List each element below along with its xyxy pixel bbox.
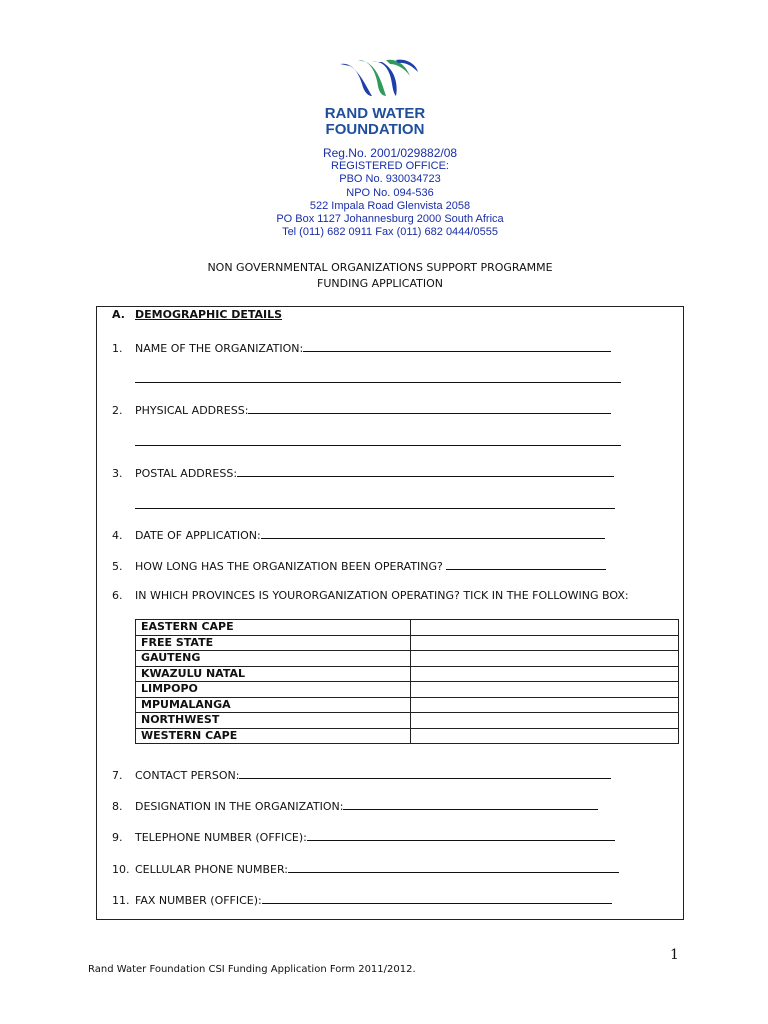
province-tick-box[interactable] (411, 682, 679, 698)
question-label: FAX NUMBER (OFFICE): (135, 894, 262, 907)
street-address: 522 Impala Road Glenvista 2058 (309, 199, 471, 212)
rand-water-logo-icon (336, 56, 420, 100)
question-label: DESIGNATION IN THE ORGANIZATION: (135, 800, 344, 813)
question-1 (112, 340, 611, 356)
fax-office-field[interactable] (262, 892, 612, 904)
question-label: CELLULAR PHONE NUMBER: (135, 863, 288, 876)
years-operating-field[interactable] (446, 558, 606, 570)
province-name: GAUTENG (136, 651, 411, 667)
tel-fax: Tel (011) 682 0911 Fax (011) 682 0444/0555 (282, 226, 498, 239)
org-name-line1: RAND WATER (324, 105, 426, 122)
question-11 (112, 892, 612, 908)
page-number: 1 (670, 947, 679, 963)
registered-office-block (240, 146, 540, 240)
question-number: 5. (112, 560, 123, 573)
question-10 (112, 861, 619, 877)
question-number: 11. (112, 894, 130, 907)
table-row (136, 682, 679, 698)
question-8 (112, 798, 598, 814)
province-tick-box[interactable] (411, 728, 679, 744)
province-name: NORTHWEST (136, 713, 411, 729)
provinces-table (135, 619, 679, 744)
province-tick-box[interactable] (411, 697, 679, 713)
physical-address-field[interactable] (248, 402, 611, 414)
question-label: PHYSICAL ADDRESS: (135, 404, 249, 417)
province-name: KWAZULU NATAL (136, 666, 411, 682)
title-line1: NON GOVERNMENTAL ORGANIZATIONS SUPPORT PROGRAMME (207, 261, 553, 274)
question-label: TELEPHONE NUMBER (OFFICE): (135, 831, 307, 844)
question-7 (112, 767, 611, 783)
table-row (136, 713, 679, 729)
table-row (136, 635, 679, 651)
telephone-office-field[interactable] (307, 829, 615, 841)
form-frame (96, 306, 684, 920)
page-footer: Rand Water Foundation CSI Funding Application Form 2011/2012. (88, 964, 416, 975)
province-tick-box[interactable] (411, 713, 679, 729)
reg-number: Reg.No. 2001/029882/08 (322, 146, 458, 160)
province-name: FREE STATE (136, 635, 411, 651)
postal-address-field[interactable] (237, 465, 614, 477)
registered-office-label: REGISTERED OFFICE: (331, 160, 449, 172)
question-2 (112, 402, 611, 418)
designation-field[interactable] (343, 798, 598, 810)
question-label: DATE OF APPLICATION: (135, 529, 261, 542)
form-title (150, 260, 610, 292)
po-box: PO Box 1127 Johannesburg 2000 South Africa (276, 213, 504, 226)
province-name: WESTERN CAPE (136, 728, 411, 744)
question-6 (112, 589, 629, 603)
date-of-application-field[interactable] (261, 527, 605, 539)
table-row (136, 728, 679, 744)
province-tick-box[interactable] (411, 651, 679, 667)
question-number: 3. (112, 467, 123, 480)
question-label: NAME OF THE ORGANIZATION: (135, 342, 304, 355)
province-tick-box[interactable] (411, 620, 679, 636)
organization-name (300, 106, 450, 138)
section-title: DEMOGRAPHIC DETAILS (135, 308, 283, 321)
organization-name-field[interactable] (303, 340, 611, 352)
section-heading (112, 308, 282, 322)
question-number: 4. (112, 529, 123, 542)
physical-address-field-line2[interactable] (135, 445, 621, 446)
question-3 (112, 465, 614, 481)
province-name: MPUMALANGA (136, 697, 411, 713)
question-label: IN WHICH PROVINCES IS YOURORGANIZATION OPERATING? TICK IN THE FOLLOWING BOX: (135, 589, 629, 602)
question-number: 10. (112, 863, 130, 876)
table-row (136, 651, 679, 667)
pbo-number: PBO No. 930034723 (339, 173, 441, 186)
question-9 (112, 829, 615, 845)
question-number: 7. (112, 769, 123, 782)
organization-name-field-line2[interactable] (135, 382, 621, 383)
question-label: CONTACT PERSON: (135, 769, 240, 782)
org-name-line2: FOUNDATION (325, 121, 425, 138)
province-tick-box[interactable] (411, 666, 679, 682)
contact-person-field[interactable] (239, 767, 611, 779)
question-label: HOW LONG HAS THE ORGANIZATION BEEN OPERATING? (135, 560, 443, 573)
table-row (136, 697, 679, 713)
province-name: EASTERN CAPE (136, 620, 411, 636)
question-4 (112, 527, 605, 543)
question-number: 6. (112, 589, 123, 602)
npo-number: NPO No. 094-536 (346, 186, 434, 199)
province-tick-box[interactable] (411, 635, 679, 651)
question-number: 8. (112, 800, 123, 813)
table-row (136, 620, 679, 636)
question-number: 1. (112, 342, 123, 355)
question-number: 9. (112, 831, 123, 844)
section-letter: A. (112, 308, 125, 321)
question-label: POSTAL ADDRESS: (135, 467, 238, 480)
postal-address-field-line2[interactable] (135, 508, 615, 509)
province-name: LIMPOPO (136, 682, 411, 698)
title-line2: FUNDING APPLICATION (317, 277, 443, 290)
table-row (136, 666, 679, 682)
question-5 (112, 558, 606, 574)
cellular-phone-field[interactable] (288, 861, 619, 873)
question-number: 2. (112, 404, 123, 417)
